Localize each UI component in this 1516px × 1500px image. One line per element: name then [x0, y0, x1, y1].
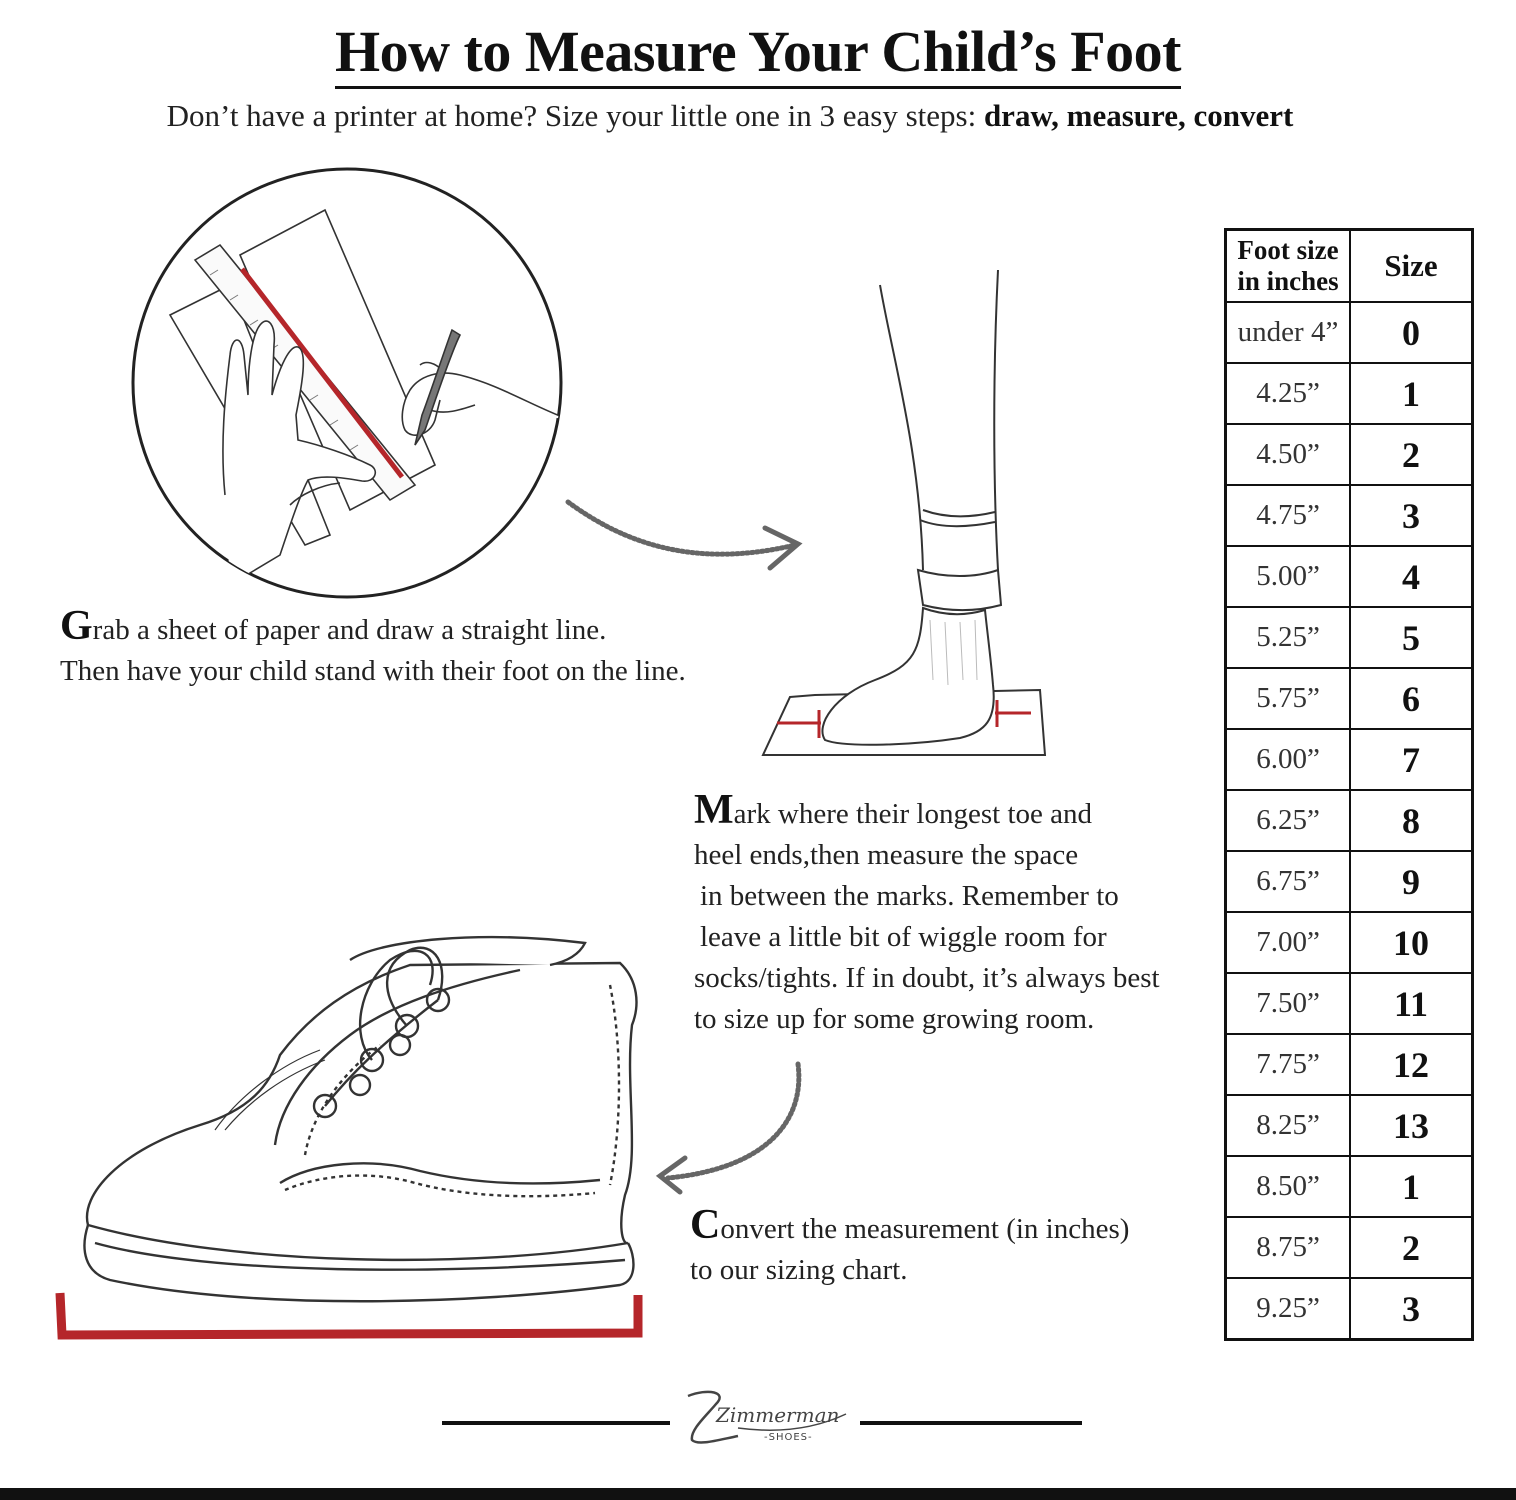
step2-line2: heel ends,then measure the space	[694, 839, 1079, 871]
size-chart-row	[1226, 546, 1473, 607]
step2-line4: leave a little bit of wiggle room for	[700, 921, 1107, 953]
step2-initial: M	[694, 787, 734, 833]
size-chart-row	[1226, 973, 1473, 1034]
step2-line6: to size up for some growing room.	[694, 1003, 1095, 1035]
size-chart-row	[1226, 790, 1473, 851]
page-title	[0, 18, 1516, 85]
logo-text: Zimmerman	[716, 1403, 840, 1427]
subtitle-steps: draw, measure, convert	[983, 98, 1294, 133]
shoe-size-cell: 6	[1350, 668, 1473, 729]
size-chart-row	[1226, 607, 1473, 668]
shoe-size-cell: 10	[1350, 912, 1473, 973]
step1-text	[60, 603, 780, 692]
shoe-size-cell: 1	[1350, 1156, 1473, 1217]
foot-size-cell: 7.75”	[1226, 1034, 1351, 1095]
footer-divider-left	[442, 1421, 670, 1425]
size-chart-row	[1226, 729, 1473, 790]
size-chart-row	[1226, 1278, 1473, 1340]
footer-divider-right	[860, 1421, 1082, 1425]
foot-size-cell: 9.25”	[1226, 1278, 1351, 1340]
foot-size-cell: 8.25”	[1226, 1095, 1351, 1156]
logo-sub: -SHOES-	[764, 1432, 813, 1443]
shoe-size-cell: 2	[1350, 1217, 1473, 1278]
size-chart-row	[1226, 485, 1473, 546]
foot-on-line-illustration	[755, 260, 1055, 765]
page-subtitle	[0, 98, 1460, 134]
step3-initial: C	[690, 1202, 721, 1248]
step1-initial: G	[60, 603, 93, 649]
bottom-border	[0, 1488, 1516, 1500]
zimmerman-shoes-logo	[678, 1384, 856, 1454]
shoe-size-cell: 4	[1350, 546, 1473, 607]
step2-line3: in between the marks. Remember to	[700, 880, 1119, 912]
size-chart-row	[1226, 912, 1473, 973]
shoe-illustration	[50, 925, 660, 1345]
foot-size-cell: 5.00”	[1226, 546, 1351, 607]
step1-line1: rab a sheet of paper and draw a straight line.	[92, 614, 607, 646]
size-chart-row	[1226, 851, 1473, 912]
arrow-icon	[650, 1058, 810, 1198]
shoe-size-cell: 11	[1350, 973, 1473, 1034]
size-column-header: Size	[1350, 230, 1473, 303]
step2-line1: ark where their longest toe and	[733, 798, 1092, 830]
shoe-size-cell: 12	[1350, 1034, 1473, 1095]
foot-size-cell: 7.00”	[1226, 912, 1351, 973]
shoe-size-cell: 3	[1350, 1278, 1473, 1340]
foot-size-header-line1: Foot size	[1237, 235, 1339, 265]
shoe-size-cell: 5	[1350, 607, 1473, 668]
size-chart-row	[1226, 363, 1473, 424]
size-chart-body	[1226, 302, 1473, 1340]
foot-size-cell: 7.50”	[1226, 973, 1351, 1034]
size-chart-row	[1226, 1217, 1473, 1278]
foot-size-column-header	[1226, 230, 1351, 303]
foot-size-cell: 4.25”	[1226, 363, 1351, 424]
step2-text	[694, 787, 1234, 1040]
step3-text	[690, 1202, 1210, 1291]
foot-size-cell: 6.25”	[1226, 790, 1351, 851]
shoe-size-cell: 0	[1350, 302, 1473, 363]
step1-line2: Then have your child stand with their foot on the line.	[60, 655, 686, 687]
shoe-size-cell: 9	[1350, 851, 1473, 912]
foot-size-cell: 5.25”	[1226, 607, 1351, 668]
foot-size-cell: 8.75”	[1226, 1217, 1351, 1278]
foot-size-cell: 6.00”	[1226, 729, 1351, 790]
shoe-size-cell: 8	[1350, 790, 1473, 851]
size-chart-row	[1226, 668, 1473, 729]
foot-size-cell: 8.50”	[1226, 1156, 1351, 1217]
shoe-size-cell: 3	[1350, 485, 1473, 546]
size-chart-header-row	[1226, 230, 1473, 303]
shoe-size-cell: 7	[1350, 729, 1473, 790]
size-chart-row	[1226, 302, 1473, 363]
step3-line2: to our sizing chart.	[690, 1254, 908, 1286]
foot-size-cell: 4.50”	[1226, 424, 1351, 485]
size-chart-row	[1226, 1034, 1473, 1095]
step2-line5: socks/tights. If in doubt, it’s always best	[694, 962, 1160, 994]
foot-size-cell: 5.75”	[1226, 668, 1351, 729]
size-chart-row	[1226, 1156, 1473, 1217]
foot-size-cell: 6.75”	[1226, 851, 1351, 912]
subtitle-lead: Don’t have a printer at home? Size your little one in 3 easy steps:	[166, 98, 984, 133]
size-chart-row	[1226, 424, 1473, 485]
step3-line1: onvert the measurement (in inches)	[720, 1213, 1130, 1245]
shoe-size-cell: 2	[1350, 424, 1473, 485]
shoe-size-cell: 13	[1350, 1095, 1473, 1156]
foot-size-header-line2: in inches	[1237, 266, 1339, 296]
draw-line-illustration	[130, 165, 580, 615]
size-chart-table	[1224, 228, 1474, 1341]
shoe-size-cell: 1	[1350, 363, 1473, 424]
foot-size-cell: under 4”	[1226, 302, 1351, 363]
size-chart-row	[1226, 1095, 1473, 1156]
foot-size-cell: 4.75”	[1226, 485, 1351, 546]
page-title-text: How to Measure Your Child’s Foot	[335, 19, 1181, 89]
